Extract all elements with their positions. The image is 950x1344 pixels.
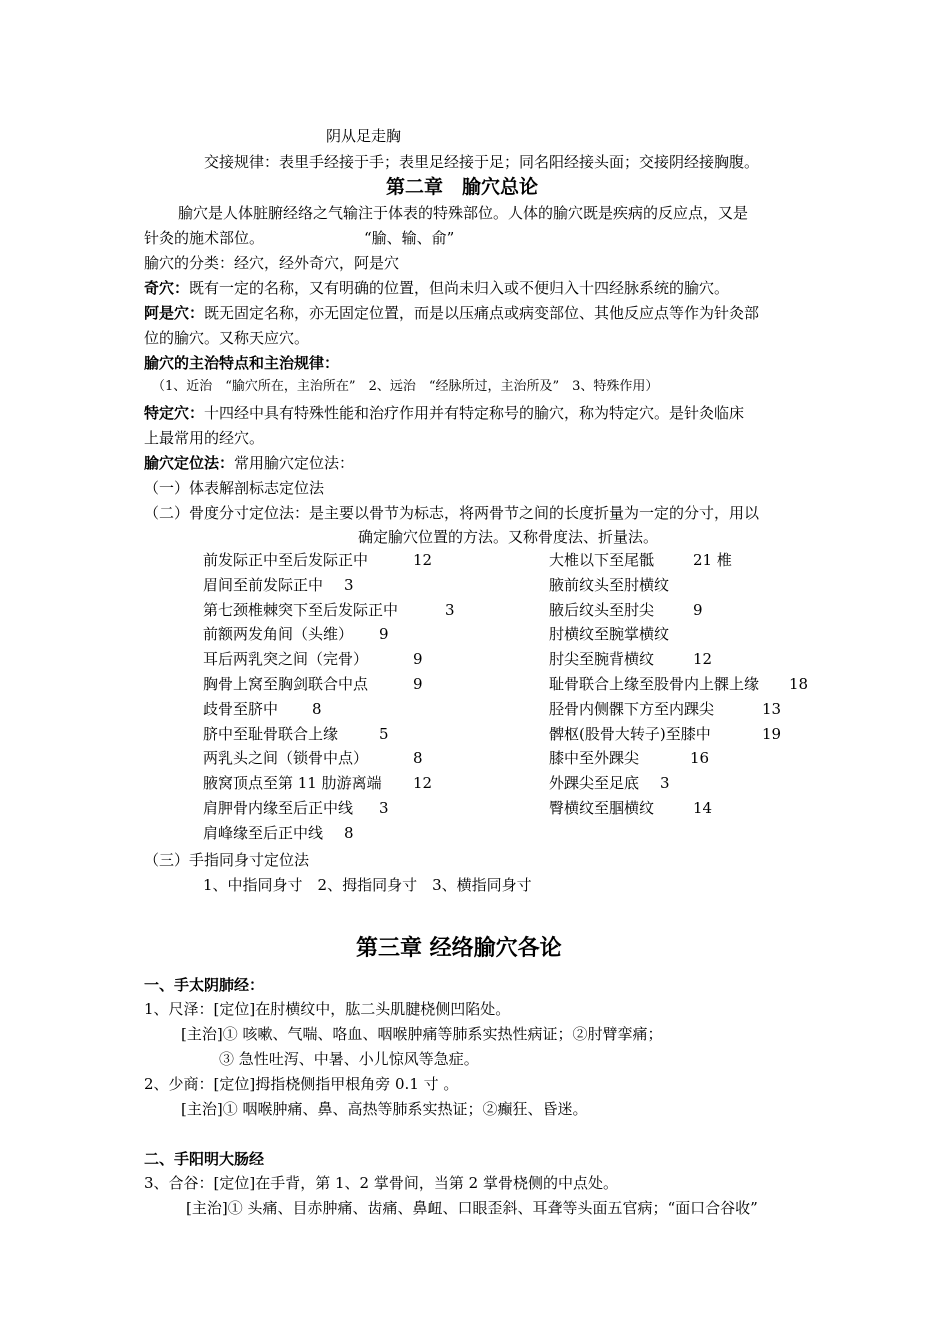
bone-right-value: 18: [789, 675, 809, 693]
bone-right-name: 臀横纹至腘横纹: [549, 799, 655, 817]
bone-right-value: 12: [693, 650, 713, 669]
bone-right-name: 肘横纹至腕掌横纹: [549, 625, 670, 644]
bone-right-value: 14: [693, 799, 713, 817]
chapter2-para1-b: 针灸的施术部位。: [144, 229, 265, 247]
bone-left-value: 12: [413, 551, 433, 569]
chapter2-title: 第二章 腧穴总论: [386, 176, 539, 198]
ashi-text-a: 既无固定名称，亦无固定位置，而是以压痛点或病变部位、其他反应点等作为针灸部: [204, 304, 760, 322]
bone-left-name: 前额两发角间（头维）: [203, 625, 354, 644]
chapter2-para1-c: “腧、输、俞”: [364, 229, 455, 247]
bone-right-name: 外踝尖至足底: [549, 774, 640, 793]
bone-left-value: 3: [445, 600, 455, 619]
teding-label: 特定穴：: [144, 404, 205, 422]
bone-right-value: 21 椎: [693, 551, 732, 569]
qixue-label: 奇穴：: [144, 279, 190, 297]
hegu-zhuzhi: [主治]① 头痛、目赤肿痛、齿痛、鼻衄、口眼歪斜、耳聋等头面五官病；“面口合谷收”: [186, 1199, 758, 1217]
hegu-line: 3、合谷：[定位]在手背，第 1、2 掌骨间，当第 2 掌骨桡侧的中点处。: [144, 1174, 618, 1192]
bone-left-name: 胸骨上窝至胸剑联合中点: [203, 675, 369, 693]
section1-heading: 一、手太阴肺经：: [144, 976, 265, 994]
method-2-a: （二）骨度分寸定位法：是主要以骨节为标志，将两骨节之间的长度折量为一定的分寸，用以: [144, 504, 760, 522]
bone-left-name: 脐中至耻骨联合上缘: [203, 724, 339, 743]
chize-zhuzhi-2: ③ 急性吐泻、中暑、小儿惊风等急症。: [219, 1050, 479, 1068]
bone-right-name: 腋后纹头至肘尖: [549, 600, 655, 619]
ashi-line-b: 位的腧穴。又称天应穴。: [144, 329, 310, 347]
bone-right-value: 13: [762, 699, 782, 718]
method-3: （三）手指同身寸定位法: [144, 851, 310, 869]
zhuzhi-heading: 腧穴的主治特点和主治规律：: [144, 354, 340, 372]
qixue-line: [144, 278, 729, 298]
bone-right-name: 大椎以下至尾骶: [549, 551, 655, 569]
bone-right-value: 3: [660, 774, 670, 793]
bone-left-name: 肩峰缘至后正中线: [203, 823, 324, 842]
dingwei-label: 腧穴定位法：: [144, 454, 235, 472]
bone-right-name: 髀枢(股骨大转子)至膝中: [549, 724, 711, 743]
bone-left-value: 12: [413, 774, 433, 793]
bone-left-name: 歧骨至脐中: [203, 699, 279, 718]
dingwei-line: [144, 453, 354, 473]
bone-right-value: 19: [762, 724, 782, 743]
bone-left-value: 3: [344, 575, 354, 594]
qixue-text: 既有一定的名称，又有明确的位置，但尚未归入或不便归入十四经脉系统的腧穴。: [189, 279, 730, 297]
bone-left-name: 腋窝顶点至第 11 肋游离端: [203, 774, 382, 793]
shaoshang-zhuzhi: [主治]① 咽喉肿痛、鼻、高热等肺系实热证；②癫狂、昏迷。: [181, 1100, 588, 1118]
bone-right-value: 16: [690, 749, 710, 768]
bone-left-value: 3: [379, 799, 389, 817]
bone-left-value: 8: [413, 749, 423, 768]
zhuzhi-items: （1、近治 “腧穴所在，主治所在” 2、远治 “经脉所过，主治所及” 3、特殊作用）: [152, 379, 659, 394]
bone-left-name: 前发际正中至后发际正中: [203, 551, 369, 569]
method-3-items: 1、中指同身寸 2、拇指同身寸 3、横指同身寸: [203, 876, 532, 894]
bone-right-value: 9: [693, 600, 703, 619]
bone-left-value: 9: [413, 650, 423, 669]
bone-left-value: 8: [312, 699, 322, 718]
teding-line-a: [144, 403, 744, 423]
bone-left-name: 第七颈椎棘突下至后发际正中: [203, 600, 399, 619]
intro-line-2: 交接规律：表里手经接于手；表里足经接于足；同名阳经接头面；交接阴经接胸腹。: [204, 153, 760, 171]
ashi-line-a: [144, 303, 759, 323]
bone-left-value: 5: [379, 724, 389, 743]
bone-left-name: 耳后两乳突之间（完骨）: [203, 650, 369, 669]
ashi-label: 阿是穴：: [144, 304, 205, 322]
bone-left-name: 眉间至前发际正中: [203, 575, 324, 594]
chize-zhuzhi-1: [主治]① 咳嗽、气喘、咯血、咽喉肿痛等肺系实热性病证；②肘臂挛痛；: [181, 1025, 663, 1043]
chapter3-title: 第三章 经络腧穴各论: [356, 935, 562, 961]
bone-right-name: 腋前纹头至肘横纹: [549, 575, 670, 594]
classification-line: 腧穴的分类：经穴，经外奇穴，阿是穴: [144, 254, 400, 272]
teding-line-b: 上最常用的经穴。: [144, 429, 265, 447]
shaoshang-line: 2、少商：[定位]拇指桡侧指甲根角旁 0.1 寸 。: [144, 1075, 459, 1093]
bone-left-name: 肩胛骨内缘至后正中线: [203, 799, 354, 817]
bone-left-value: 8: [344, 823, 354, 842]
chapter2-para1-a: 腧穴是人体脏腑经络之气输注于体表的特殊部位。人体的腧穴既是疾病的反应点，又是: [178, 204, 749, 222]
bone-right-name: 耻骨联合上缘至股骨内上髁上缘: [549, 675, 760, 693]
method-2-b: 确定腧穴位置的方法。又称骨度法、折量法。: [358, 528, 659, 546]
section2-heading: 二、手阳明大肠经: [144, 1150, 265, 1168]
chize-line: 1、尺泽：[定位]在肘横纹中，肱二头肌腱桡侧凹陷处。: [144, 1000, 511, 1018]
bone-right-name: 膝中至外踝尖: [549, 749, 640, 768]
bone-left-value: 9: [413, 675, 423, 693]
method-1: （一）体表解剖标志定位法: [144, 479, 325, 497]
bone-right-name: 胫骨内侧髁下方至内踝尖: [549, 699, 715, 718]
bone-left-name: 两乳头之间（锁骨中点）: [203, 749, 369, 768]
teding-text-a: 十四经中具有特殊性能和治疗作用并有特定称号的腧穴，称为特定穴。是针灸临床: [204, 404, 745, 422]
bone-left-value: 9: [379, 625, 389, 644]
dingwei-text: 常用腧穴定位法：: [234, 454, 355, 472]
intro-line-1: 阴从足走胸: [326, 127, 402, 145]
bone-right-name: 肘尖至腕背横纹: [549, 650, 655, 669]
